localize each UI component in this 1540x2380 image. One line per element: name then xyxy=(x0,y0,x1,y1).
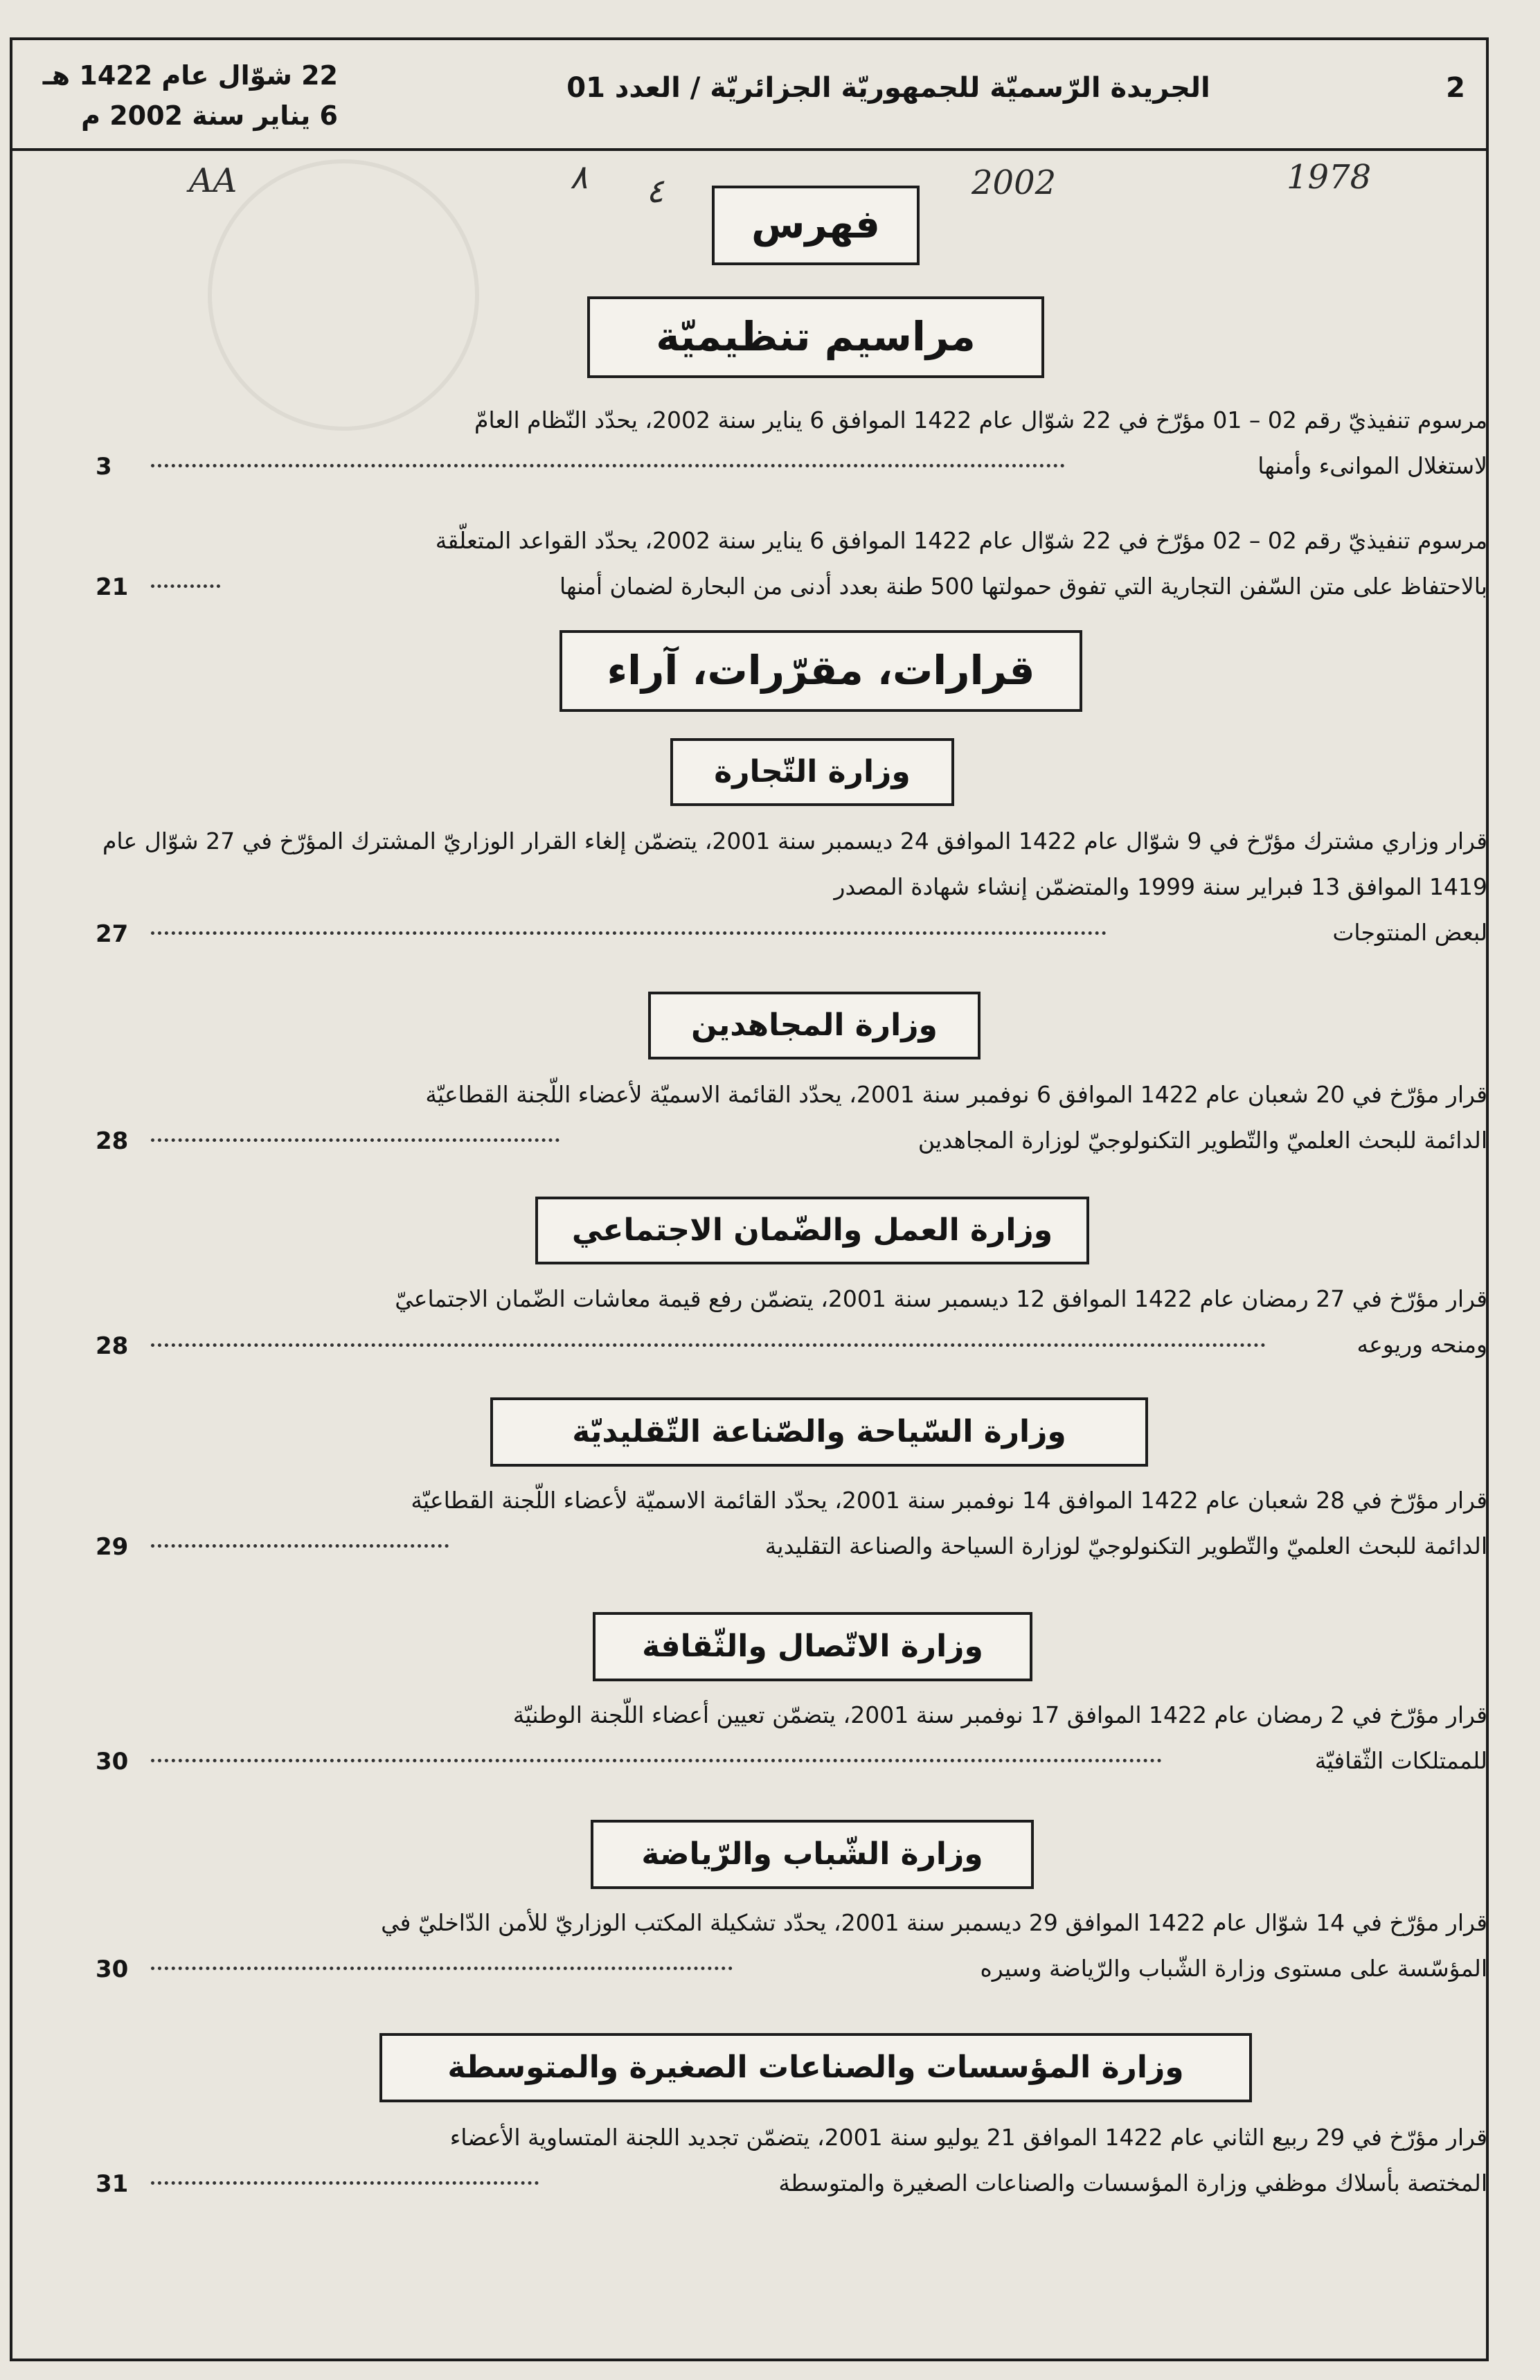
date-hijri: 22 شوّال عام 1422 هـ xyxy=(42,60,338,91)
toc-page-number: 30 xyxy=(96,1956,129,1983)
toc-entry[interactable]: قرار مؤرّخ في 2 رمضان عام 1422 الموافق 17 نوفمبر سنة 2001، يتضمّن تعيين أعضاء اللّجنة الوطنيّة للممتلكات الثّقافيّة xyxy=(512,1701,1487,1774)
toc-page-number: 28 xyxy=(96,1127,129,1155)
ministry-commerce: وزارة التّجارة xyxy=(670,738,954,806)
page-header xyxy=(12,40,1486,151)
index-title: فهرس xyxy=(712,186,920,265)
ministry-sme: وزارة المؤسسات والصناعات الصغيرة والمتوسطة xyxy=(379,2033,1252,2102)
leader-dots xyxy=(151,1343,1266,1347)
toc-entry[interactable]: مرسوم تنفيذيّ رقم 02 – 02 مؤرّخ في 22 شوّال عام 1422 الموافق 6 يناير سنة 2002، يحدّد القواعد المتعلّقة بالاحتفاظ على متن السّفن التجارية التي تفوق حمولتها 500 طنة بعدد أدنى من البحارة لضمان أمنها xyxy=(435,527,1487,600)
toc-page-number: 21 xyxy=(96,573,129,601)
leader-dots xyxy=(151,1759,1162,1762)
leader-dots xyxy=(151,1544,449,1548)
leader-dots xyxy=(151,1138,559,1142)
handwritten-note-b: ٨ xyxy=(570,158,588,197)
journal-title: الجريدة الرّسميّة للجمهوريّة الجزائريّة / العدد 01 xyxy=(566,72,1210,104)
ministry-communication: وزارة الاتّصال والثّقافة xyxy=(593,1612,1032,1681)
toc-entry[interactable]: قرار وزاري مشترك مؤرّخ في 9 شوّال عام 1422 الموافق 24 ديسمبر سنة 2001، يتضمّن إلغاء القرار الوزاريّ المشترك المؤرّخ في 27 شوّال عام 1419 الموافق 13 فبراير سنة 1999 والمتضمّن إنشاء شهادة المصدر لبعض المنتوجات xyxy=(102,827,1487,946)
ministry-tourism: وزارة السّياحة والصّناعة التّقليديّة xyxy=(490,1397,1148,1467)
toc-entry[interactable]: مرسوم تنفيذيّ رقم 02 – 01 مؤرّخ في 22 شوّال عام 1422 الموافق 6 يناير سنة 2002، يحدّد النّظام العامّ لاستغلال الموانىء وأمنها xyxy=(474,406,1487,479)
leader-dots xyxy=(151,464,1065,467)
handwritten-note-e: 1978 xyxy=(1287,158,1372,197)
toc-entry[interactable]: قرار مؤرّخ في 27 رمضان عام 1422 الموافق 12 ديسمبر سنة 2001، يتضمّن رفع قيمة معاشات الضّمان الاجتماعيّ ومنحه وريوعه xyxy=(395,1285,1487,1358)
leader-dots xyxy=(151,1967,733,1970)
toc-entry[interactable]: قرار مؤرّخ في 20 شعبان عام 1422 الموافق 6 نوفمبر سنة 2001، يحدّد القائمة الاسميّة لأعضاء اللّجنة القطاعيّة الدائمة للبحث العلميّ والتّطوير التكنولوجيّ لوزارة المجاهدين xyxy=(425,1081,1487,1154)
leader-dots xyxy=(151,2181,539,2185)
toc-page-number: 3 xyxy=(96,453,112,481)
section-executive-decrees: مراسيم تنظيميّة xyxy=(587,296,1044,378)
section-decisions: قرارات، مقرّرات، آراء xyxy=(559,630,1082,712)
page-frame xyxy=(10,37,1489,2361)
toc-page-number: 27 xyxy=(96,920,129,948)
ministry-labour: وزارة العمل والضّمان الاجتماعي xyxy=(535,1197,1089,1264)
toc-page-number: 28 xyxy=(96,1332,129,1360)
handwritten-note-d: 2002 xyxy=(972,163,1057,202)
leader-dots xyxy=(151,584,220,588)
toc-page-number: 29 xyxy=(96,1533,129,1561)
date-gregorian: 6 يناير سنة 2002 م xyxy=(81,100,338,131)
ministry-moudjahidine: وزارة المجاهدين xyxy=(648,992,981,1059)
toc-entry[interactable]: قرار مؤرّخ في 28 شعبان عام 1422 الموافق 14 نوفمبر سنة 2001، يحدّد القائمة الاسميّة لأعضاء اللّجنة القطاعيّة الدائمة للبحث العلميّ والتّطوير التكنولوجيّ لوزارة السياحة والصناعة التقليدية xyxy=(411,1487,1487,1559)
toc-page-number: 31 xyxy=(96,2170,129,2198)
issue-date xyxy=(33,55,338,136)
leader-dots xyxy=(151,931,1107,935)
page-number: 2 xyxy=(1446,72,1465,104)
toc-entry[interactable]: قرار مؤرّخ في 29 ربيع الثاني عام 1422 الموافق 21 يوليو سنة 2001، يتضمّن تجديد اللجنة المتساوية الأعضاء المختصة بأسلاك موظفي وزارة المؤسسات والصناعات الصغيرة والمتوسطة xyxy=(449,2124,1487,2196)
handwritten-note-a: AA xyxy=(189,161,238,200)
toc-entry[interactable]: قرار مؤرّخ في 14 شوّال عام 1422 الموافق 29 ديسمبر سنة 2001، يحدّد تشكيلة المكتب الوزاريّ للأمن الدّاخليّ في المؤسّسة على مستوى وزارة الشّباب والرّياضة وسيره xyxy=(381,1909,1487,1982)
handwritten-note-c: ٤ xyxy=(646,172,664,211)
toc-page-number: 30 xyxy=(96,1748,129,1775)
ministry-youth: وزارة الشّباب والرّياضة xyxy=(591,1820,1034,1889)
